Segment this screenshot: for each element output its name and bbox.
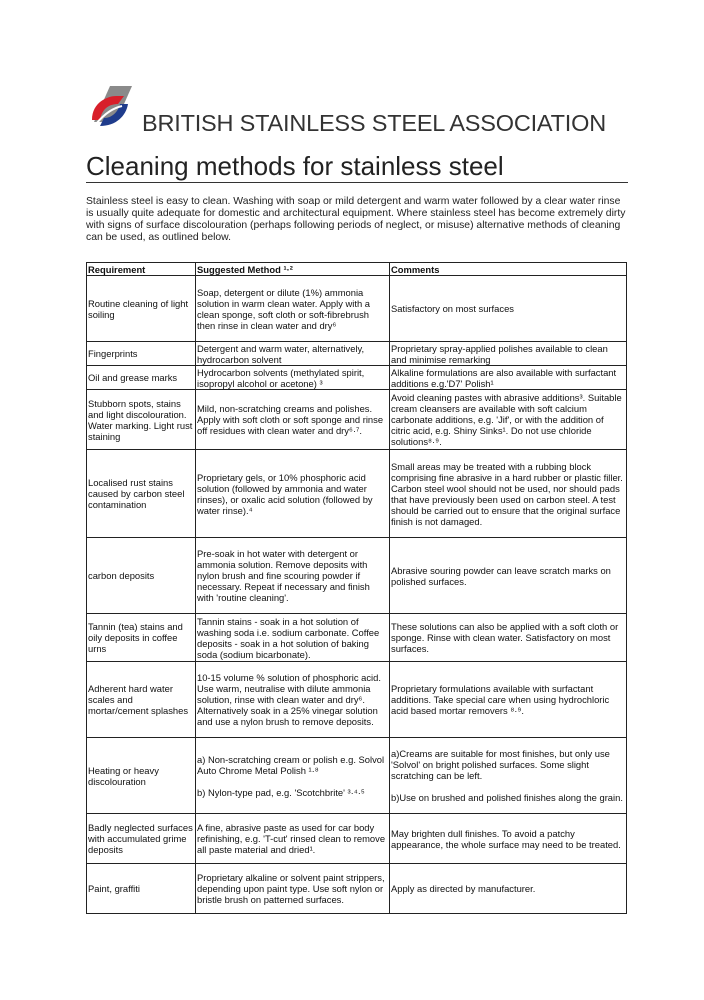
comments-cell: Satisfactory on most surfaces: [390, 276, 627, 342]
comments-cell: Apply as directed by manufacturer.: [390, 864, 627, 914]
requirement-cell: Paint, graffiti: [87, 864, 196, 914]
comments-option-a: a)Creams are suitable for most finishes, but only use 'Solvol' on bright polished surfaces. Some slight scratching can be left.: [391, 748, 610, 781]
comments-cell: Avoid cleaning pastes with abrasive additions³. Suitable cream cleansers are available with soft calcium carbonate additions, e.g. 'Jif', or with the addition of citric acid, e.g. Shiny Sinks¹. Do not use chloride solutions⁸·⁹.: [390, 390, 627, 450]
intro-paragraph: Stainless steel is easy to clean. Washing with soap or mild detergent and warm water followed by a clear water rinse is usually quite adequate for domestic and architectural equipment. Where stainless steel has become extremely dirty with signs of surface discolouration (perhaps following periods of neglect, or misuse) alternative methods of cleaning can be used, as outlined below.: [86, 196, 626, 243]
page-title: Cleaning methods for stainless steel: [86, 151, 504, 181]
table-header-row: [87, 263, 627, 276]
requirement-cell: Fingerprints: [87, 342, 196, 366]
requirement-cell: Routine cleaning of light soiling: [87, 276, 196, 342]
comments-cell: [390, 738, 627, 814]
table-row: [87, 662, 627, 738]
method-cell: 10-15 volume % solution of phosphoric acid. Use warm, neutralise with dilute ammonia solution, rinse with clean water and dry⁶. Alternatively soak in a 25% vinegar solution and use a nylon brush to remove deposits.: [196, 662, 390, 738]
method-cell: A fine, abrasive paste as used for car body refinishing, e.g. 'T-cut' rinsed clean to remove all paste material and dried¹.: [196, 814, 390, 864]
table-row: [87, 450, 627, 538]
method-cell: Proprietary alkaline or solvent paint strippers, depending upon paint type. Use soft nylon or bristle brush on patterned surfaces.: [196, 864, 390, 914]
table-row: [87, 738, 627, 814]
table-row: [87, 390, 627, 450]
table-row: [87, 864, 627, 914]
method-cell: [196, 738, 390, 814]
method-cell: Soap, detergent or dilute (1%) ammonia solution in warm clean water. Apply with a clean sponge, soft cloth or soft-fibrebrush then rinse in clean water and dry⁶: [196, 276, 390, 342]
header-comments: Comments: [390, 263, 627, 276]
comments-cell: Proprietary formulations available with surfactant additions. Take special care when using hydrochloric acid based mortar removers ⁸·⁹.: [390, 662, 627, 738]
requirement-cell: Adherent hard water scales and mortar/cement splashes: [87, 662, 196, 738]
organisation-name: BRITISH STAINLESS STEEL ASSOCIATION: [142, 110, 606, 136]
method-cell: Tannin stains - soak in a hot solution of washing soda i.e. sodium carbonate. Coffee deposits - soak in a hot solution of baking soda (sodium bicarbonate).: [196, 614, 390, 662]
method-option-a: a) Non-scratching cream or polish e.g. Solvol Auto Chrome Metal Polish ¹·⁸: [197, 753, 385, 776]
requirement-cell: Localised rust stains caused by carbon steel contamination: [87, 450, 196, 538]
comments-cell: Abrasive souring powder can leave scratch marks on polished surfaces.: [390, 538, 627, 614]
table-row: [87, 538, 627, 614]
requirement-cell: Heating or heavy discolouration: [87, 738, 196, 814]
requirement-cell: Badly neglected surfaces with accumulated grime deposits: [87, 814, 196, 864]
method-cell: Hydrocarbon solvents (methylated spirit, isopropyl alcohol or acetone) ³: [196, 366, 390, 390]
comments-cell: May brighten dull finishes. To avoid a patchy appearance, the whole surface may need to be treated.: [390, 814, 627, 864]
method-cell: Proprietary gels, or 10% phosphoric acid solution (followed by ammonia and water rinses), or oxalic acid solution (followed by water rinse).⁴: [196, 450, 390, 538]
requirement-cell: carbon deposits: [87, 538, 196, 614]
comments-cell: Small areas may be treated with a rubbing block comprising fine abrasive in a hard rubber or plastic filler. Carbon steel wool should not be used, nor should pads that have previously been used on carbon steel. A test should be carried out to ensure that the original surface finish is not damaged.: [390, 450, 627, 538]
table-row: [87, 342, 627, 366]
table-row: [87, 366, 627, 390]
comments-cell: These solutions can also be applied with a soft cloth or sponge. Rinse with clean water. Satisfactory on most surfaces.: [390, 614, 627, 662]
comments-option-b: b)Use on brushed and polished finishes along the grain.: [391, 792, 623, 803]
table-row: [87, 276, 627, 342]
requirement-cell: Oil and grease marks: [87, 366, 196, 390]
method-cell: Detergent and warm water, alternatively, hydrocarbon solvent: [196, 342, 390, 366]
requirement-cell: Tannin (tea) stains and oily deposits in coffee urns: [87, 614, 196, 662]
comments-cell: Alkaline formulations are also available with surfactant additions e.g.'D7' Polish¹: [390, 366, 627, 390]
bssa-logo-icon: [86, 82, 134, 130]
method-option-b: b) Nylon-type pad, e.g. 'Scotchbrite' ³·⁴·⁵: [197, 786, 365, 798]
method-cell: Pre-soak in hot water with detergent or ammonia solution. Remove deposits with nylon brush and fine scouring powder if necessary. Repeat if necessary and finish with 'routine cleaning'.: [196, 538, 390, 614]
table-row: [87, 814, 627, 864]
requirement-cell: Stubborn spots, stains and light discolouration. Water marking. Light rust staining: [87, 390, 196, 450]
header-requirement: Requirement: [87, 263, 196, 276]
comments-cell: Proprietary spray-applied polishes available to clean and minimise remarking: [390, 342, 627, 366]
title-divider: [86, 182, 628, 183]
cleaning-methods-table: [86, 262, 627, 914]
method-cell: Mild, non-scratching creams and polishes. Apply with soft cloth or soft sponge and rinse off residues with clean water and dry⁶·⁷.: [196, 390, 390, 450]
table-row: [87, 614, 627, 662]
header-suggested-method: Suggested Method ¹·²: [196, 263, 390, 276]
